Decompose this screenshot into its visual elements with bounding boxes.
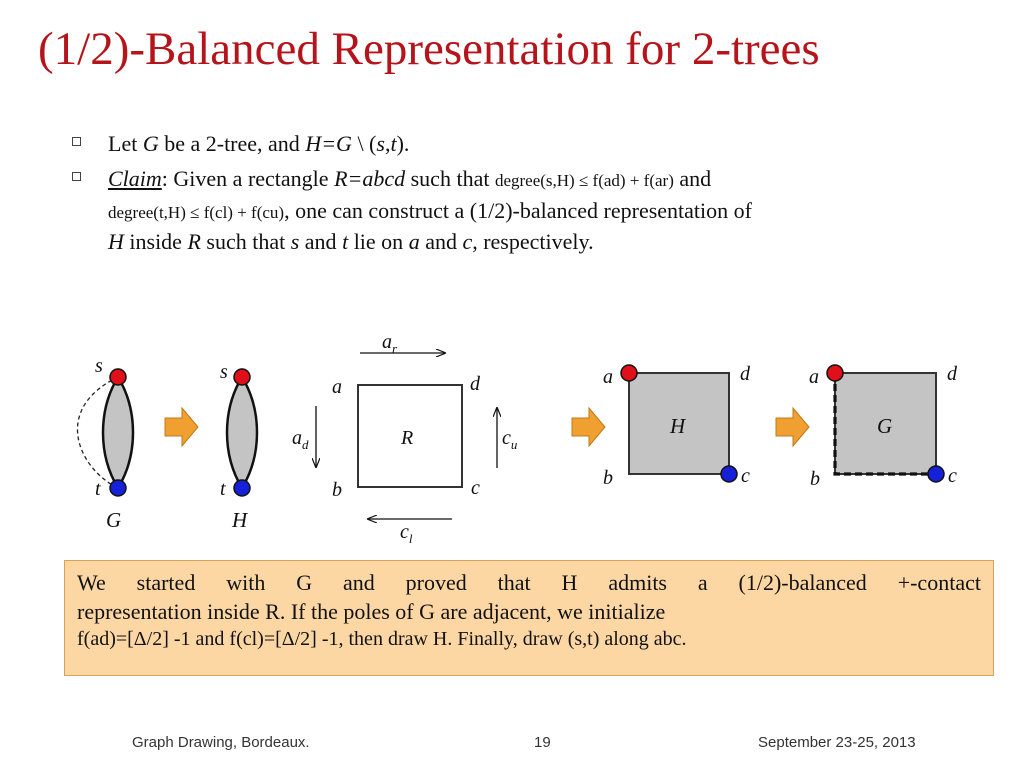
transform-arrow-icon	[165, 408, 198, 446]
claim-h: H	[108, 229, 124, 255]
label-cu: $c_u$	[502, 427, 518, 452]
h-label-t: t	[220, 478, 226, 500]
note-word: a	[697, 570, 708, 595]
claim-label: Claim	[108, 166, 162, 192]
note-word: proved	[405, 570, 467, 595]
square-g-label-d: d	[947, 363, 957, 385]
square-g-label-b: b	[810, 468, 820, 490]
rect-label-b: b	[332, 479, 342, 501]
square-h-name: H	[670, 414, 686, 438]
square-h-label-a: a	[603, 366, 613, 388]
graph-g	[77, 355, 133, 532]
bullet1-text: \ (	[351, 131, 377, 156]
h-label-s: s	[220, 361, 228, 383]
claim-text: and	[299, 229, 343, 255]
transform-arrow-icon	[572, 408, 605, 446]
bullet1-text: be a 2-tree, and	[158, 131, 306, 156]
rect-label-d: d	[470, 373, 480, 395]
claim-condition-t: degree(t,H) ≤ f(cl) + f(cu)	[108, 202, 285, 222]
square-h	[603, 363, 751, 489]
graph-h	[220, 361, 257, 532]
footer-conference: Graph Drawing, Bordeaux.	[132, 734, 310, 751]
note-word: admits	[608, 570, 667, 595]
g-name: G	[106, 508, 122, 532]
claim-text: such that	[200, 229, 291, 255]
claim-text: and	[673, 166, 712, 192]
bullet1-s: s	[376, 131, 385, 156]
footer-page-number: 19	[534, 734, 551, 751]
h-pole-t	[234, 480, 250, 496]
bullet1-text: ).	[396, 131, 410, 156]
footer-date: September 23-25, 2013	[758, 734, 916, 751]
claim-rect: R=abcd	[334, 166, 406, 192]
claim-text: lie on	[348, 229, 409, 255]
bullet1-g: G	[142, 131, 159, 156]
note-line-2: representation inside R. If the poles of G are adjacent, we initialize	[77, 598, 666, 624]
summary-note-box	[64, 560, 994, 676]
claim-condition-s: degree(s,H) ≤ f(ad) + f(ar)	[494, 171, 674, 191]
rect-label-r: R	[401, 427, 414, 449]
label-cl: $c_l$	[400, 521, 413, 546]
bullet1-text: Let	[108, 131, 143, 156]
h-name: H	[232, 508, 248, 532]
claim-text: : Given a rectangle	[161, 166, 335, 192]
note-word: with	[226, 570, 266, 595]
claim-s: s	[290, 229, 300, 255]
square-h-pole-a	[621, 365, 637, 381]
note-word: +-contact	[897, 570, 981, 595]
claim-a: a	[408, 229, 420, 255]
square-g	[809, 363, 958, 490]
g-label-t: t	[95, 478, 101, 500]
g-shape	[103, 377, 133, 488]
claim-text: , one can construct a (1/2)-balanced representation of	[284, 197, 752, 223]
note-word: that	[497, 570, 531, 595]
square-h-label-d: d	[740, 363, 750, 385]
claim-c: c	[462, 229, 473, 255]
claim-r: R	[187, 229, 201, 255]
claim-text: such that	[405, 166, 495, 192]
note-word: G	[296, 570, 313, 595]
label-ad: $a_d$	[292, 427, 309, 452]
rect-label-a: a	[332, 376, 342, 398]
g-label-s: s	[95, 355, 103, 377]
h-shape	[227, 377, 257, 488]
claim-text: and	[419, 229, 463, 255]
square-h-label-c: c	[741, 465, 750, 487]
note-line-3: f(ad)=[Δ/2] -1 and f(cl)=[Δ/2] -1, then draw H. Finally, draw (s,t) along abc.	[77, 628, 687, 651]
bullet1-heq: H=G	[305, 131, 352, 156]
rect-label-c: c	[471, 477, 480, 499]
square-h-pole-c	[721, 466, 737, 482]
claim-text: inside	[123, 229, 188, 255]
g-pole-s	[110, 369, 126, 385]
transform-arrow-icon	[776, 408, 809, 446]
claim-text: , respectively.	[472, 229, 594, 255]
square-h-label-b: b	[603, 467, 613, 489]
note-line-1	[77, 569, 981, 598]
note-word: We	[77, 570, 106, 595]
slide-title: (1/2)-Balanced Representation for 2-trees	[38, 23, 820, 75]
square-g-label-a: a	[809, 366, 819, 388]
note-word: (1/2)-balanced	[738, 570, 867, 595]
square-g-pole-a	[827, 365, 843, 381]
bullet1-t: t	[390, 131, 397, 156]
g-pole-t	[110, 480, 126, 496]
rectangle-r	[292, 331, 518, 546]
square-g-label-c: c	[948, 465, 957, 487]
label-ar: $a_r$	[382, 331, 398, 356]
note-word: H	[561, 570, 578, 595]
square-g-name: G	[877, 414, 893, 438]
square-g-pole-c	[928, 466, 944, 482]
claim-t: t	[342, 229, 349, 255]
bullet1-text: ,	[384, 131, 391, 156]
note-word: started	[136, 570, 196, 595]
note-word: and	[343, 570, 375, 595]
h-pole-s	[234, 369, 250, 385]
